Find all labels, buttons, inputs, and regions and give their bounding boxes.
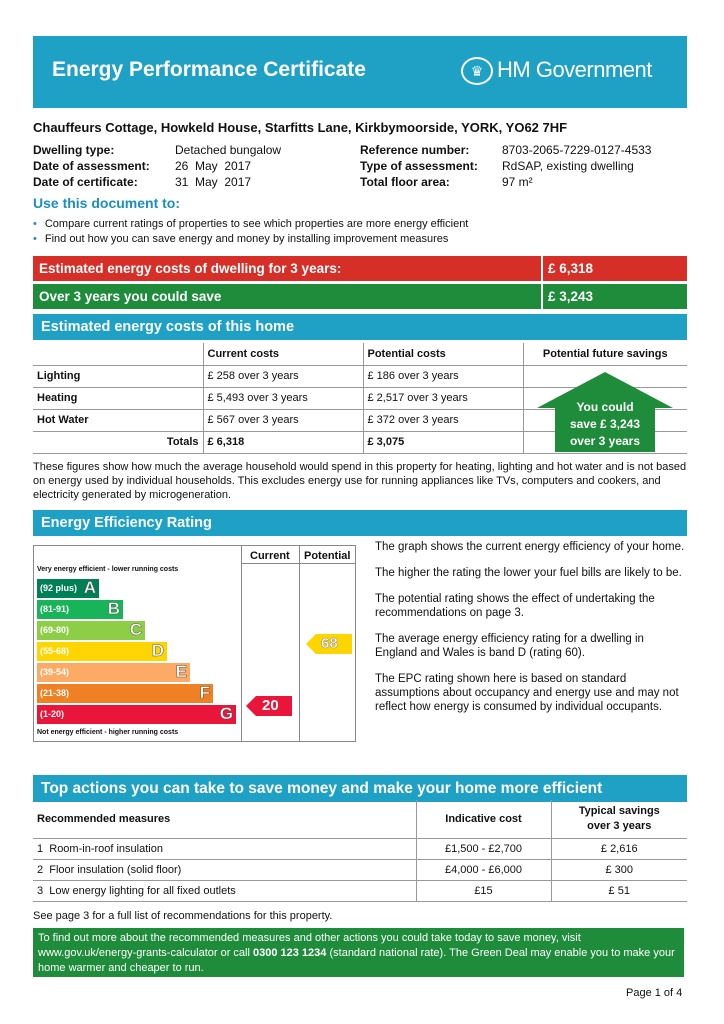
band-letter: B: [107, 599, 120, 618]
use-document-list: [33, 217, 468, 247]
col-recommended-measures: Recommended measures: [37, 812, 171, 825]
estimated-cost-label: Estimated energy costs of dwelling for 3 years:: [39, 261, 342, 276]
band-letter: F: [199, 683, 210, 702]
assessment-date-label: Date of assessment:: [33, 159, 150, 173]
floor-area-value: 97 m²: [502, 175, 533, 189]
rating-band-a: [37, 579, 99, 598]
government-logo-text: HM Government: [497, 57, 652, 82]
col-potential-savings: Potential future savings: [523, 343, 687, 365]
col-indicative-cost: Indicative cost: [416, 800, 551, 838]
use-document-heading: Use this document to:: [33, 195, 181, 211]
certificate-date-value: 31 May 2017: [175, 175, 252, 189]
table-row: 3 Low energy lighting for all fixed outlets £15 £ 51: [33, 880, 687, 901]
band-range: (92 plus): [40, 583, 78, 593]
costs-section-header: Estimated energy costs of this home: [33, 314, 687, 340]
bullet-icon: •: [33, 233, 37, 245]
see-page-note: See page 3 for a full list of recommendations for this property.: [33, 910, 333, 922]
costs-note: These figures show how much the average household would spend in this property for heating, lighting and hot water and is not based on energy used by individual households. This excludes energy use for running appliances like TVs, computers and cookers, and electricity generated by microgeneration.: [33, 461, 687, 501]
band-range: (39-54): [40, 667, 70, 677]
potential-saving-bar: [33, 284, 687, 309]
band-range: (1-20): [40, 709, 65, 719]
helpline-number: 0300 123 1234: [253, 947, 327, 959]
reference-value: 8703-2065-7229-0127-4533: [502, 143, 652, 157]
col-current-costs: Current costs: [203, 343, 363, 365]
rating-band-b: [37, 600, 123, 619]
dwelling-type-value: Detached bungalow: [175, 143, 282, 157]
assessment-type-label: Type of assessment:: [360, 159, 478, 173]
rating-bottom-note: Not energy efficient - higher running costs: [37, 729, 179, 736]
rating-explanation: The graph shows the current energy efficiency of your home. The higher the rating the lower your fuel bills are likely to be. The potential rating shows the effect of undertaking the recommendations on page 3. The average energy efficiency rating for a dwelling in England and Wales is band D (rating 60). The EPC rating shown here is based on standard assumptions about occupancy and energy use and may not reflect how energy is consumed by individual occupants.: [375, 541, 685, 713]
col-potential-costs: Potential costs: [363, 343, 523, 365]
potential-saving-value: £ 3,243: [548, 289, 594, 304]
band-letter: E: [175, 662, 187, 681]
rating-band-c: [37, 621, 145, 640]
potential-rating-value: 68: [321, 635, 338, 652]
band-letter: A: [83, 578, 96, 597]
rating-top-note: Very energy efficient - lower running costs: [37, 566, 179, 573]
estimated-cost-bar: [33, 256, 687, 281]
band-letter: C: [129, 620, 142, 639]
dwelling-type-label: Dwelling type:: [33, 143, 115, 157]
savings-arrow-text: You could save £ 3,243 over 3 years: [569, 400, 641, 448]
rating-col-current: Current: [250, 550, 290, 562]
table-row: Hot Water £ 567 over 3 years £ 372 over 3 years: [33, 409, 687, 431]
actions-section-header: Top actions you can take to save money and make your home more efficient: [33, 775, 687, 802]
rating-section-header: Energy Efficiency Rating: [33, 510, 687, 536]
actions-table: [33, 800, 687, 902]
rating-band-d: [37, 642, 167, 661]
bullet-icon: •: [33, 218, 37, 230]
page-number: Page 1 of 4: [626, 987, 683, 999]
crown-crest-icon: ♛: [461, 57, 493, 85]
band-letter: D: [151, 641, 164, 660]
assessment-type-value: RdSAP, existing dwelling: [502, 159, 634, 173]
estimated-cost-value: £ 6,318: [548, 261, 594, 276]
band-letter: G: [219, 704, 233, 723]
current-rating-value: 20: [262, 697, 279, 714]
certificate-date-label: Date of certificate:: [33, 175, 138, 189]
band-range: (81-91): [40, 604, 70, 614]
col-typical-savings: Typical savings over 3 years: [551, 800, 687, 838]
table-row: 2 Floor insulation (solid floor) £4,000 - £6,000 £ 300: [33, 859, 687, 880]
list-item: • Find out how you can save energy and money by installing improvement measures: [33, 233, 449, 245]
band-range: (21-38): [40, 688, 70, 698]
property-address: Chauffeurs Cottage, Howkeld House, Starfitts Lane, Kirkbymoorside, YORK, YO62 7HF: [33, 120, 568, 135]
green-deal-box: To find out more about the recommended measures and other actions you could take today to save money, visit www.gov.uk/energy-grants-calculator or call 0300 123 1234 (standard national rate). The Green Deal may enable you to make your home warmer and cheaper to run.: [33, 928, 684, 977]
floor-area-label: Total floor area:: [360, 175, 450, 189]
rating-band-g: [37, 705, 236, 724]
assessment-date-value: 26 May 2017: [175, 159, 252, 173]
rating-col-potential: Potential: [304, 550, 351, 562]
page-title: Energy Performance Certificate: [52, 58, 366, 81]
rating-band-e: [37, 663, 190, 682]
table-row: Totals £ 6,318 £ 3,075: [33, 431, 687, 453]
band-range: (69-80): [40, 625, 70, 635]
table-row: Heating £ 5,493 over 3 years £ 2,517 over 3 years: [33, 387, 687, 409]
band-range: (55-68): [40, 646, 70, 656]
potential-saving-label: Over 3 years you could save: [39, 289, 222, 304]
list-item: • Compare current ratings of properties to see which properties are more energy efficient: [33, 218, 469, 230]
rating-band-f: [37, 684, 213, 703]
table-row: 1 Room-in-roof insulation £1,500 - £2,700 £ 2,616: [33, 838, 687, 859]
table-row: Lighting £ 258 over 3 years £ 186 over 3 years: [33, 365, 687, 387]
reference-label: Reference number:: [360, 143, 470, 157]
